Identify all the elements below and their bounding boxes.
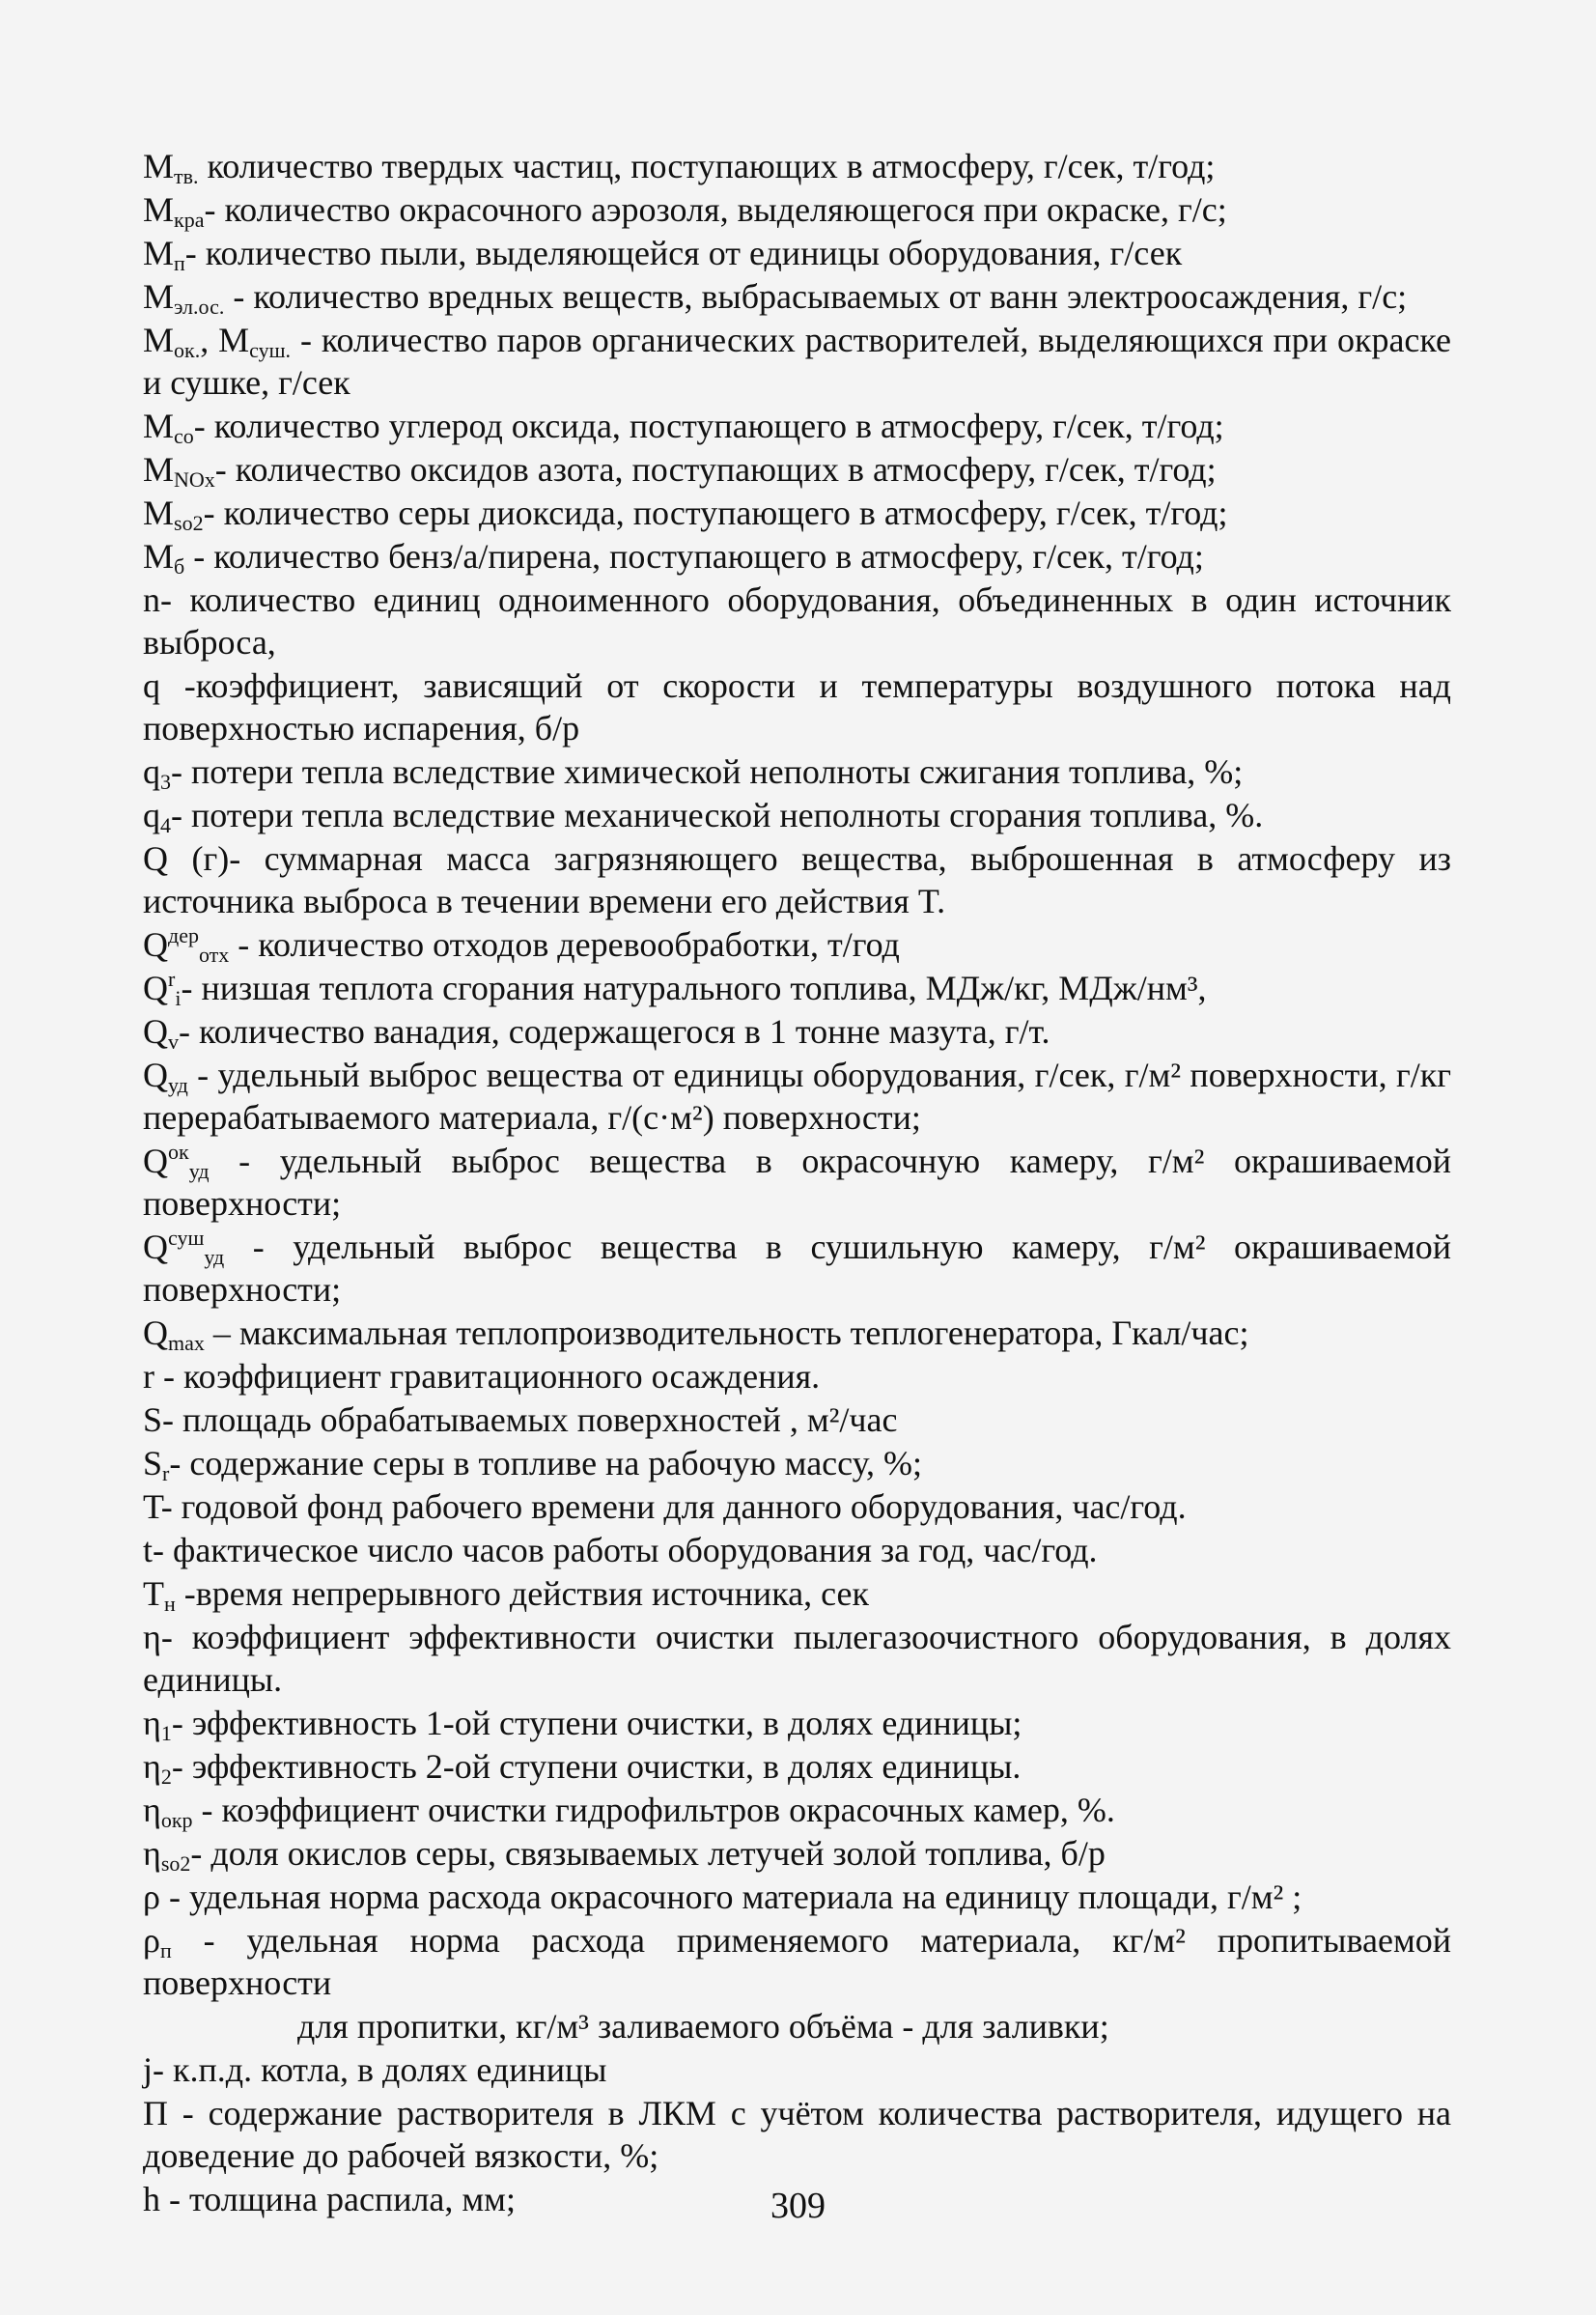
definition-symbol: $M_{co}$ (143, 407, 194, 448)
definition-item (143, 535, 1451, 578)
definition-symbol: $Q^{дер}_{отх}$ (143, 923, 230, 967)
definition-item (143, 1789, 1451, 1831)
definition-text: - низшая теплота сгорания натурального топлива, МДж/кг, МДж/нм³, (181, 969, 1207, 1007)
definition-text: - эффективность 1-ой ступени очистки, в долях единицы; (171, 1704, 1022, 1742)
definition-item (143, 448, 1451, 491)
definition-item (143, 967, 1451, 1009)
definition-item (143, 319, 1451, 404)
definition-symbol: $M_п$ (143, 234, 185, 275)
definition-symbol: η (143, 1618, 161, 1656)
definition-item (143, 188, 1451, 231)
definition-text: - количество серы диоксида, поступающего в атмосферу, г/сек, т/год; (203, 494, 1228, 532)
definition-item (143, 145, 1451, 187)
definition-text: - содержание растворителя в ЛКМ с учётом количества растворителя, идущего на доведение до рабочей вязкости, %; (143, 2094, 1451, 2175)
definition-symbol: n (143, 580, 160, 619)
definition-item (143, 837, 1451, 922)
definition-item (143, 750, 1451, 793)
definition-symbol: r (143, 1357, 154, 1396)
definition-symbol: $Q^r_i$ (143, 967, 182, 1010)
definition-symbol: $\eta_{so2}$ (143, 1834, 191, 1876)
definition-text: - доля окислов серы, связываемых летучей золой топлива, б/р (190, 1834, 1106, 1873)
definition-text: - удельный выброс вещества от единицы оборудования, г/сек, г/м² поверхности, г/кг перерабатываемого материала, г/(с·м²) поверхности; (143, 1056, 1451, 1137)
definition-text: – максимальная теплопроизводительность теплогенератора, Гкал/час; (204, 1313, 1249, 1352)
definition-symbol: $M_{ок.}$, $M_{суш.}$ (143, 321, 292, 362)
definition-symbol: t (143, 1531, 154, 1569)
definition-item (143, 1140, 1451, 1225)
definition-text: - потери тепла вследствие механической неполноты сгорания топлива, %. (171, 796, 1264, 834)
definition-text: - потери тепла вследствие химической неполноты сжигания топлива, %; (171, 752, 1244, 791)
definition-item (143, 1010, 1451, 1053)
definition-item (143, 275, 1451, 318)
definition-symbol: S (143, 1400, 163, 1439)
definition-item (143, 923, 1451, 966)
page-number: 309 (770, 2186, 826, 2226)
definition-symbol: ρ (143, 1877, 160, 1916)
definition-symbol: $\eta_{окр}$ (143, 1791, 193, 1832)
definition-item (143, 2048, 1451, 2091)
definition-item (143, 232, 1451, 274)
definition-text: - толщина распила, мм; (160, 2180, 516, 2218)
definition-text: - содержание серы в топливе на рабочую массу, %; (169, 1444, 923, 1482)
definition-symbol: $M_{so2}$ (143, 494, 204, 535)
definition-item (143, 1529, 1451, 1571)
definition-text: - количество пыли, выделяющейся от единицы оборудования, г/сек (184, 234, 1183, 272)
definitions-list (143, 145, 1451, 2220)
definition-item (143, 1745, 1451, 1788)
definition-symbol: $M_{NOx}$ (143, 450, 215, 492)
definition-text: - площадь обрабатываемых поверхностей , м²/час (162, 1400, 898, 1439)
definition-item (143, 1702, 1451, 1744)
definition-text: - количество отходов деревообработки, т/год (229, 925, 900, 964)
definition-symbol: T (143, 1487, 161, 1526)
definition-text: - коэффициент эффективности очистки пылегазоочистного оборудования, в долях единицы. (143, 1618, 1451, 1699)
definition-text: - к.п.д. котла, в долях единицы (153, 2050, 607, 2089)
definition-symbol: q (143, 666, 160, 705)
definition-symbol: $M_{кра}$ (143, 190, 205, 232)
definition-item (143, 492, 1451, 534)
definition-text: -время непрерывного действия источника, сек (175, 1574, 870, 1613)
definition-item (143, 1572, 1451, 1615)
definition-text: - удельная норма расхода окрасочного материала на единицу площади, г/м² ; (159, 1877, 1302, 1916)
definition-text: - количество оксидов азота, поступающих в атмосферу, г/сек, т/год; (214, 450, 1217, 489)
definition-item (143, 1876, 1451, 1918)
definition-text: - количество вредных веществ, выбрасываемых от ванн электроосаждения, г/с; (224, 277, 1408, 316)
definition-item (143, 794, 1451, 836)
definition-text: - удельный выброс вещества в окрасочную камеру, г/м² окрашиваемой поверхности; (143, 1142, 1451, 1223)
definition-text: - количество паров органических растворителей, выделяющихся при окраске и сушке, г/сек (143, 321, 1451, 402)
definition-text: - суммарная масса загрязняющего вещества, выброшенная в атмосферу из источника выброса в течении времени его действия T. (143, 839, 1451, 920)
definition-text: - количество углерод оксида, поступающего в атмосферу, г/сек, т/год; (193, 407, 1224, 445)
definition-text: - количество бенз/а/пирена, поступающего в атмосферу, г/сек, т/год; (184, 537, 1204, 576)
definition-text: - количество единиц одноименного оборудования, объединенных в один источник выброса, (143, 580, 1451, 662)
definition-symbol: $\eta_2$ (143, 1747, 172, 1789)
definition-symbol: $q_3$ (143, 752, 171, 794)
definition-symbol: $Q_{уд}$ (143, 1056, 188, 1097)
definition-item (143, 405, 1451, 447)
definition-item (143, 1226, 1451, 1311)
definition-symbol: $\rho_п$ (143, 1921, 172, 1962)
definition-symbol: $Q^{суш}_{уд}$ (143, 1226, 225, 1269)
definition-symbol: П (143, 2094, 168, 2132)
definition-text: - количество окрасочного аэрозоля, выделяющегося при окраске, г/с; (204, 190, 1227, 229)
definition-symbol: Q (г) (143, 839, 230, 878)
definition-symbol: j (143, 2050, 154, 2089)
definition-symbol: $Q_v$ (143, 1012, 179, 1054)
definition-symbol: $S_r$ (143, 1444, 170, 1485)
definition-item (143, 664, 1451, 749)
definition-item (143, 1616, 1451, 1701)
definition-text: - коэффициент очистки гидрофильтров окрасочных камер, %. (192, 1791, 1115, 1829)
definition-symbol: $\eta_1$ (143, 1704, 172, 1745)
definition-text: - удельный выброс вещества в сушильную камеру, г/м² окрашиваемой поверхности; (143, 1228, 1451, 1309)
definition-text: - годовой фонд рабочего времени для данного оборудования, час/год. (160, 1487, 1187, 1526)
definition-item (143, 1442, 1451, 1484)
definition-symbol: $M_б$ (143, 537, 185, 579)
definition-item (143, 1398, 1451, 1441)
definition-item (143, 2005, 1451, 2047)
definition-symbol: $T_н$ (143, 1574, 176, 1616)
definition-text: -коэффициент, зависящий от скорости и температуры воздушного потока над поверхностью испарения, б/р (143, 666, 1451, 748)
definition-symbol: $M_{тв.}$ (143, 147, 199, 188)
definition-symbol: $q_4$ (143, 796, 171, 837)
definition-item (143, 2092, 1451, 2177)
definition-item (143, 1485, 1451, 1528)
definition-item (143, 579, 1451, 663)
definition-symbol: $Q^{ок}_{уд}$ (143, 1140, 210, 1183)
definition-symbol: h (143, 2180, 160, 2218)
definition-text: количество твердых частиц, поступающих в атмосферу, г/сек, т/год; (198, 147, 1216, 185)
definition-text: для пропитки, кг/м³ заливаемого объёма - для заливки; (297, 2007, 1109, 2046)
definition-text: - количество ванадия, содержащегося в 1 тонне мазута, г/т. (179, 1012, 1050, 1051)
definition-item (143, 1832, 1451, 1875)
definition-item (143, 1919, 1451, 2004)
definition-symbol: $M_{эл.ос.}$ (143, 277, 225, 319)
definition-item (143, 1355, 1451, 1397)
definition-symbol: $Q_{max}$ (143, 1313, 205, 1355)
definition-text: - эффективность 2-ой ступени очистки, в долях единицы. (171, 1747, 1022, 1786)
definition-text: - удельная норма расхода применяемого материала, кг/м² пропитываемой поверхности (143, 1921, 1451, 2002)
definition-item (143, 1312, 1451, 1354)
definition-text: - коэффициент гравитационного осаждения. (154, 1357, 821, 1396)
definition-item (143, 1054, 1451, 1139)
definition-text: - фактическое число часов работы оборудования за год, час/год. (153, 1531, 1098, 1569)
